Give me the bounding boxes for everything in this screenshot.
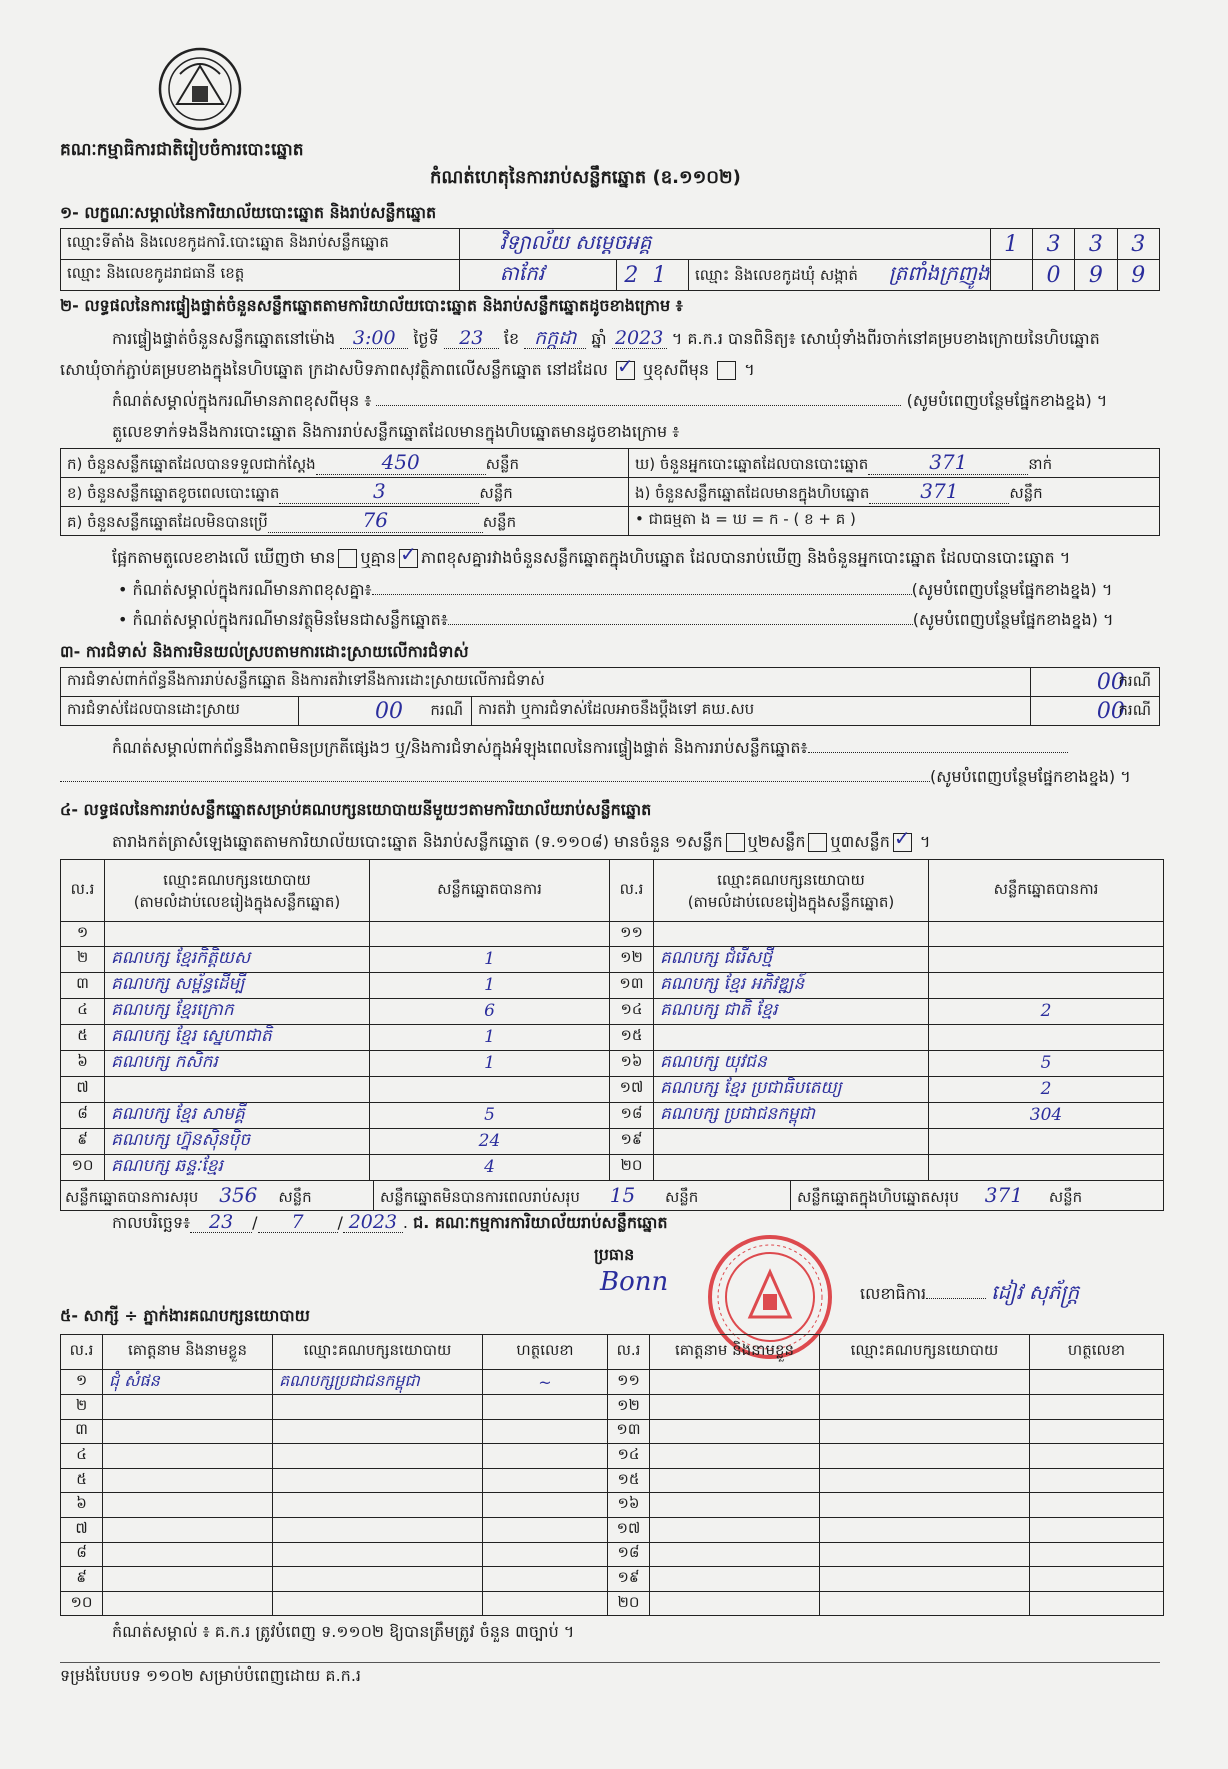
unused-row: គ) ចំនួនសន្លឹកឆ្នោតដែលមិនបានប្រើ 76 សន្លឹក — [61, 507, 629, 536]
witness-name — [103, 1395, 273, 1420]
result-row — [61, 922, 1164, 947]
one-sheet-checkbox[interactable] — [726, 833, 745, 852]
witness-name — [103, 1468, 273, 1493]
witness-signature — [1030, 1567, 1164, 1592]
month-value: កក្កដា — [524, 328, 586, 349]
has-discrepancy-checkbox[interactable] — [338, 549, 357, 568]
party-votes: 304 — [929, 1102, 1164, 1128]
witness-name — [103, 1517, 273, 1542]
witness-name — [650, 1542, 820, 1567]
party-name — [654, 1154, 929, 1180]
party-votes — [929, 1128, 1164, 1154]
col-party: ឈ្មោះគណបក្សនយោបាយ (តាមលំដាប់លេខរៀងក្នុងសន្លឹកឆ្នោត) — [105, 860, 370, 922]
row-number: ១៥ — [610, 1024, 654, 1050]
unused-value: 76 — [268, 508, 483, 533]
witness-party — [820, 1517, 1030, 1542]
row-number: ១២ — [610, 946, 654, 972]
commune-cell — [688, 260, 990, 291]
witness-row — [61, 1444, 1164, 1469]
party-votes — [929, 946, 1164, 972]
month-label: ខែ — [503, 329, 520, 348]
row-number: ១៤ — [610, 998, 654, 1024]
witness-party — [273, 1444, 483, 1469]
witness-name — [103, 1419, 273, 1444]
foreign-object-note-line: • កំណត់សម្គាល់ក្នុងករណីមានវត្ថុមិនមែនជាសន្លឹកឆ្នោត៖ (សូមបំពេញបន្ថែមផ្នែកខាងខ្នង) ។ — [118, 610, 1114, 629]
received-value: 450 — [316, 450, 486, 475]
witness-signature — [483, 1444, 608, 1469]
witness-number: ១៦ — [608, 1493, 650, 1518]
witness-signature — [483, 1567, 608, 1592]
witness-name — [650, 1493, 820, 1518]
party-name: គណបក្ស ហ្វ៊ុនស៊ិនប៉ិច — [105, 1128, 370, 1154]
party-name: គណបក្ស ខ្មែរ ប្រជាធិបតេយ្យ — [654, 1076, 929, 1102]
witness-party — [273, 1395, 483, 1420]
witness-signature — [1030, 1591, 1164, 1616]
witness-party — [273, 1493, 483, 1518]
witness-name — [650, 1468, 820, 1493]
secretary-signature: ដៀវ សុភ័ក្ត្រ — [991, 1280, 1080, 1304]
witness-row — [61, 1517, 1164, 1542]
commune-code-2: 9 — [1075, 260, 1117, 291]
resolved-cell: 00 ករណី — [299, 697, 472, 726]
verification-line-1 — [112, 328, 1100, 349]
party-name — [654, 1024, 929, 1050]
witness-signature — [483, 1395, 608, 1420]
unchanged-checkbox[interactable] — [616, 361, 635, 380]
party-votes: 2 — [929, 998, 1164, 1024]
party-name: គណបក្ស ខ្មែរ អភិវឌ្ឍន៍ — [654, 972, 929, 998]
col-votes: សន្លឹកឆ្នោតបានការ — [929, 860, 1164, 922]
witness-signature — [483, 1591, 608, 1616]
witness-party — [820, 1542, 1030, 1567]
witness-name — [103, 1567, 273, 1592]
party-votes: 2 — [929, 1076, 1164, 1102]
date-month: 7 — [258, 1212, 338, 1233]
party-votes: 1 — [370, 972, 610, 998]
witness-name — [103, 1542, 273, 1567]
witness-signature — [1030, 1395, 1164, 1420]
result-row — [61, 998, 1164, 1024]
result-row — [61, 946, 1164, 972]
chair-label: ប្រធាន — [594, 1245, 635, 1264]
witness-row — [61, 1395, 1164, 1420]
counts-intro: តួលេខទាក់ទងនឹងការបោះឆ្នោត និងការរាប់សន្លឹកឆ្នោតដែលមានក្នុងហិបឆ្នោតមានដូចខាងក្រោម ៖ — [112, 422, 680, 441]
witness-row — [61, 1591, 1164, 1616]
seal-status-text: សោឃុំចាក់ភ្ជាប់គម្របខាងក្នុងនៃហិបឆ្នោត ក្រដាសបិទភាពសុវត្ថិភាពលើសន្លឹកឆ្នោត នៅដដែល — [60, 360, 608, 379]
total-valid-value: 356 — [198, 1181, 278, 1211]
witness-signature — [1030, 1370, 1164, 1395]
complaints-label: ការជំទាស់ពាក់ព័ន្ធនឹងការរាប់សន្លឹកឆ្នោត និងការតវ៉ាទៅនឹងការដោះស្រាយលើការជំទាស់ — [61, 668, 1031, 697]
discrepancy-line: ផ្អែកតាមតួលេខខាងលើ ឃើញថា មាន ឬគ្មាន✓ ភាពខុសគ្នារវាងចំនួនសន្លឹកឆ្នោតក្នុងហិបឆ្នោត ដែលបានរាប់ឃើញ និងចំនួនអ្នកបោះឆ្នោត ដែលបានបោះឆ្នោត ។ — [112, 548, 1070, 568]
discrepancy-note-label: • កំណត់សម្គាល់ក្នុងករណីមានភាពខុសគ្នា៖ — [118, 580, 372, 599]
party-votes: 24 — [370, 1128, 610, 1154]
secretary-line: លេខាធិការ ដៀវ សុភ័ក្ត្រ — [860, 1280, 1080, 1304]
col-party: ឈ្មោះគណបក្សនយោបាយ (តាមលំដាប់លេខរៀងក្នុងសន្លឹកឆ្នោត) — [654, 860, 929, 922]
witness-party — [273, 1567, 483, 1592]
party-votes: 4 — [370, 1154, 610, 1180]
witness-table — [60, 1334, 1164, 1616]
party-name: គណបក្ស ជំរើសថ្មី — [654, 946, 929, 972]
voters-value: 371 — [868, 450, 1028, 475]
witness-name — [103, 1591, 273, 1616]
totals-row: សន្លឹកឆ្នោតបានការសរុប 356 សន្លឹក សន្លឹកឆ្នោតមិនបានការពេលរាប់សរុប 15 សន្លឹក សន្លឹកឆ្នោតក្នុងហិបឆ្នោតសរុប 371 សន្លឹក — [61, 1180, 1164, 1210]
witness-name — [103, 1493, 273, 1518]
changed-label: ឬខុសពីមុន — [643, 360, 710, 379]
verification-text: ។ គ.ក.រ បានពិនិត្យ៖ សោឃុំទាំងពីរចាក់នៅគម្របខាងក្រោយនៃហិបឆ្នោត — [671, 329, 1100, 348]
two-sheets-checkbox[interactable] — [808, 833, 827, 852]
province-code: 21 — [616, 260, 688, 291]
witness-row — [61, 1370, 1164, 1395]
three-sheets-checkbox[interactable] — [893, 833, 912, 852]
party-name — [105, 922, 370, 947]
spoiled-value: 3 — [279, 479, 479, 504]
changed-checkbox[interactable] — [717, 361, 736, 380]
witness-signature — [483, 1517, 608, 1542]
party-votes — [370, 922, 610, 947]
commission-label: ជ. គណៈកម្មការការិយាល័យរាប់សន្លឹកឆ្នោត — [413, 1213, 668, 1232]
province-label: ឈ្មោះ និងលេខកូដរាជធានី ខេត្ត — [61, 260, 460, 291]
resolved-label: ការជំទាស់ដែលបានដោះស្រាយ — [61, 697, 299, 726]
witness-row — [61, 1567, 1164, 1592]
formula: • ជាធម្មតា ង = ឃ = ក - ( ខ + គ ) — [629, 507, 1160, 536]
witness-name — [650, 1419, 820, 1444]
difference-note-label: កំណត់សម្គាល់ក្នុងករណីមានភាពខុសពីមុន ៖ — [112, 391, 372, 410]
commune-code-1: 0 — [1032, 260, 1074, 291]
witness-number: ១ — [61, 1370, 103, 1395]
party-name: គណបក្ស សម្ព័ន្ធដើម្បី — [105, 972, 370, 998]
row-number: ១៧ — [610, 1076, 654, 1102]
date-line: កាលបរិច្ឆេទ៖ 23 / 7 / 2023 . ជ. គណៈកម្មការការិយាល័យរាប់សន្លឹកឆ្នោត — [112, 1211, 668, 1233]
section2-heading: ២- លទ្ធផលនៃការផ្ទៀងផ្ទាត់ចំនួនសន្លឹកឆ្នោតតាមការិយាល័យបោះឆ្នោត និងរាប់សន្លឹកឆ្នោតដូចខាងក្រោម ៖ — [60, 296, 683, 315]
irregularity-note: កំណត់សម្គាល់ពាក់ព័ន្ធនឹងភាពមិនប្រក្រតីផ្សេងៗ ឬ/និងការជំទាស់ក្នុងអំឡុងពេលនៃការផ្ទៀងផ្ទាត់ និងការរាប់សន្លឹកឆ្នោត៖ — [112, 738, 1068, 758]
commune-value: ត្រពាំងក្រញូង — [888, 261, 990, 285]
witness-party — [820, 1567, 1030, 1592]
row-number: ១៣ — [610, 972, 654, 998]
party-name: គណបក្ស ឆន្ទៈខ្មែរ — [105, 1154, 370, 1180]
party-name: គណបក្ស ខ្មែរ សាមគ្គី — [105, 1102, 370, 1128]
witness-signature — [1030, 1444, 1164, 1469]
row-number: ១១ — [610, 922, 654, 947]
party-name: គណបក្ស ជាតិ ខ្មែរ — [654, 998, 929, 1024]
party-votes: 6 — [370, 998, 610, 1024]
witness-number: ១១ — [608, 1370, 650, 1395]
witness-number: ៧ — [61, 1517, 103, 1542]
witness-party — [820, 1468, 1030, 1493]
party-votes: 1 — [370, 1050, 610, 1076]
time-label: ការផ្ទៀងផ្ទាត់ចំនួនសន្លឹកឆ្នោតនៅម៉ោង — [112, 329, 336, 348]
difference-note-hint: (សូមបំពេញបន្ថែមផ្នែកខាងខ្នង) ។ — [906, 391, 1108, 410]
party-name: គណបក្ស ខ្មែរកិត្តិយស — [105, 946, 370, 972]
row-number: ១ — [61, 922, 105, 947]
chair-signature: Bonn — [600, 1267, 669, 1297]
witness-row — [61, 1493, 1164, 1518]
location-code-1: 1 — [990, 229, 1032, 260]
party-votes: 5 — [929, 1050, 1164, 1076]
witness-number: ១៩ — [608, 1567, 650, 1592]
witness-number: ៣ — [61, 1419, 103, 1444]
result-row — [61, 1076, 1164, 1102]
party-name: គណបក្ស ខ្មែរ ស្នេហាជាតិ — [105, 1024, 370, 1050]
counts-table — [60, 448, 1160, 536]
witness-name — [650, 1567, 820, 1592]
complaints-value: 00 — [1096, 669, 1125, 695]
row-number: ១៦ — [610, 1050, 654, 1076]
witness-col-name: គោត្តនាម និងនាមខ្លួន — [650, 1335, 820, 1370]
witness-number: ៨ — [61, 1542, 103, 1567]
witness-row — [61, 1468, 1164, 1493]
row-number: ៧ — [61, 1076, 105, 1102]
col-no: ល.រ — [61, 860, 105, 922]
party-name: គណបក្ស កសិករ — [105, 1050, 370, 1076]
witness-party — [820, 1395, 1030, 1420]
date-day: 23 — [190, 1212, 252, 1233]
year-value: 2023 — [612, 328, 667, 349]
witness-number: ២០ — [608, 1591, 650, 1616]
witness-party: គណបក្សប្រជាជនកម្ពុជា — [273, 1370, 483, 1395]
resolved-value: 00 — [375, 698, 403, 724]
party-name: គណបក្ស ប្រជាជនកម្ពុជា — [654, 1102, 929, 1128]
location-code-3: 3 — [1075, 229, 1117, 260]
section1-table — [60, 228, 1160, 291]
result-row — [61, 1154, 1164, 1180]
witness-col-sign: ហត្ថលេខា — [483, 1335, 608, 1370]
witness-name — [650, 1370, 820, 1395]
witness-signature: ~ — [483, 1370, 608, 1395]
voters-row: ឃ) ចំនួនអ្នកបោះឆ្នោតដែលបានបោះឆ្នោត 371 នាក់ — [629, 449, 1160, 478]
appeal-cell: 00 ករណី — [1030, 697, 1159, 726]
witness-name — [650, 1591, 820, 1616]
party-name — [105, 1076, 370, 1102]
authority-name: គណៈកម្មាធិការជាតិរៀបចំការបោះឆ្នោត — [60, 140, 304, 160]
witness-col-no: ល.រ — [61, 1335, 103, 1370]
witness-signature — [1030, 1419, 1164, 1444]
result-row — [61, 972, 1164, 998]
witness-number: ១៨ — [608, 1542, 650, 1567]
section5-heading: ៥- សាក្សី ÷ ភ្នាក់ងារគណបក្សនយោបាយ — [60, 1306, 310, 1325]
day-label: ថ្ងៃទី — [413, 329, 439, 348]
complaints-cell: 00 ករណី — [1030, 668, 1159, 697]
witness-signature — [1030, 1493, 1164, 1518]
party-name — [654, 922, 929, 947]
party-votes: 1 — [370, 946, 610, 972]
witness-name — [650, 1517, 820, 1542]
result-row — [61, 1024, 1164, 1050]
witness-signature — [483, 1493, 608, 1518]
date-year: 2023 — [343, 1212, 403, 1233]
row-number: ៣ — [61, 972, 105, 998]
footnote: កំណត់សម្គាល់ ៖ គ.ក.រ ត្រូវបំពេញ ទ.១១០២ ឱ្យបានត្រឹមត្រូវ ចំនួន ៣ច្បាប់ ។ — [112, 1622, 575, 1641]
witness-col-party: ឈ្មោះគណបក្សនយោបាយ — [273, 1335, 483, 1370]
total-invalid-value: 15 — [580, 1181, 665, 1211]
location-label: ឈ្មោះទីតាំង និងលេខកូដការិ.បោះឆ្នោត និងរាប់សន្លឹកឆ្នោត — [61, 229, 460, 260]
col-votes: សន្លឹកឆ្នោតបានការ — [370, 860, 610, 922]
nec-emblem-icon — [155, 44, 245, 134]
witness-number: ១៧ — [608, 1517, 650, 1542]
witness-party — [820, 1419, 1030, 1444]
province-value: តាកែវ — [459, 260, 616, 291]
witness-number: ២ — [61, 1395, 103, 1420]
form-footer: ទម្រង់បែបបទ ១១០២ សម្រាប់បំពេញដោយ គ.ក.រ — [60, 1666, 361, 1685]
row-number: ៨ — [61, 1102, 105, 1128]
row-number: ៥ — [61, 1024, 105, 1050]
witness-party — [820, 1370, 1030, 1395]
witness-row — [61, 1419, 1164, 1444]
witness-col-party: ឈ្មោះគណបក្សនយោបាយ — [820, 1335, 1030, 1370]
appeal-label: ការតវ៉ា ឬការជំទាស់ដែលអាចនឹងប្តឹងទៅ គឃ.សប — [472, 697, 1031, 726]
witness-signature — [483, 1419, 608, 1444]
commune-label: ឈ្មោះ និងលេខកូដឃុំ សង្កាត់ — [694, 266, 858, 284]
party-name — [654, 1128, 929, 1154]
location-code-2: 3 — [1032, 229, 1074, 260]
row-number: ១៨ — [610, 1102, 654, 1128]
witness-signature — [1030, 1542, 1164, 1567]
witness-col-no: ល.រ — [608, 1335, 650, 1370]
complaints-table — [60, 667, 1160, 726]
row-number: ២០ — [610, 1154, 654, 1180]
witness-party — [820, 1493, 1030, 1518]
appeal-value: 00 — [1096, 698, 1125, 724]
location-value: វិទ្យាល័យ សម្តេចអគ្គ — [459, 229, 990, 260]
witness-number: ៦ — [61, 1493, 103, 1518]
foreign-object-note-label: • កំណត់សម្គាល់ក្នុងករណីមានវត្ថុមិនមែនជាសន្លឹកឆ្នោត៖ — [118, 610, 448, 629]
row-number: ៤ — [61, 998, 105, 1024]
section4-heading: ៤- លទ្ធផលនៃការរាប់សន្លឹកឆ្នោតសម្រាប់គណបក្សនយោបាយនីមួយៗតាមការិយាល័យរាប់សន្លឹកឆ្នោត — [60, 800, 652, 819]
witness-number: ១០ — [61, 1591, 103, 1616]
party-votes — [929, 1154, 1164, 1180]
in-box-value: 371 — [869, 479, 1009, 504]
row-number: ៩ — [61, 1128, 105, 1154]
difference-note-line — [112, 391, 1107, 411]
witness-row — [61, 1542, 1164, 1567]
tally-sheet-line: តារាងកត់ត្រាសំឡេងឆ្នោតតាមការិយាល័យបោះឆ្នោត និងរាប់សន្លឹកឆ្នោត (ទ.១១០៨) មានចំនួន ១សន្លឹក ឬ២សន្លឹក ឬ៣សន្លឹក✓ ។ — [112, 832, 930, 852]
witness-col-name: គោត្តនាម និងនាមខ្លួន — [103, 1335, 273, 1370]
irregularity-note-cont: (សូមបំពេញបន្ថែមផ្នែកខាងខ្នង) ។ — [60, 767, 1131, 787]
party-votes — [929, 1024, 1164, 1050]
year-label: ឆ្នាំ — [591, 329, 607, 348]
witness-party — [273, 1468, 483, 1493]
row-number: ៦ — [61, 1050, 105, 1076]
received-row: ក) ចំនួនសន្លឹកឆ្នោតដែលបានទទួលជាក់ស្តែង 450 សន្លឹក — [61, 449, 629, 478]
witness-party — [820, 1591, 1030, 1616]
witness-party — [273, 1591, 483, 1616]
witness-signature — [1030, 1517, 1164, 1542]
witness-signature — [483, 1468, 608, 1493]
party-name: គណបក្ស ខ្មែរក្រោក — [105, 998, 370, 1024]
witness-number: ១៣ — [608, 1419, 650, 1444]
col-no: ល.រ — [610, 860, 654, 922]
witness-number: ១២ — [608, 1395, 650, 1420]
result-row — [61, 1102, 1164, 1128]
section3-heading: ៣- ការជំទាស់ និងការមិនយល់ស្របតាមការដោះស្រាយលើការជំទាស់ — [60, 642, 469, 661]
party-votes — [370, 1076, 610, 1102]
day-value: 23 — [444, 328, 499, 349]
witness-name — [103, 1444, 273, 1469]
witness-signature — [1030, 1468, 1164, 1493]
witness-number: ៩ — [61, 1567, 103, 1592]
party-votes — [929, 972, 1164, 998]
verification-line-2: សោឃុំចាក់ភ្ជាប់គម្របខាងក្នុងនៃហិបឆ្នោត ក្រដាសបិទភាពសុវត្ថិភាពលើសន្លឹកឆ្នោត នៅដដែល ✓ ឬខុសពីមុន ។ — [60, 360, 755, 380]
party-name: គណបក្ស យុវជន — [654, 1050, 929, 1076]
row-number: ២ — [61, 946, 105, 972]
discrepancy-note-line: • កំណត់សម្គាល់ក្នុងករណីមានភាពខុសគ្នា៖ (សូមបំពេញបន្ថែមផ្នែកខាងខ្នង) ។ — [118, 580, 1113, 599]
spoiled-row: ខ) ចំនួនសន្លឹកឆ្នោតខូចពេលបោះឆ្នោត 3 សន្លឹក — [61, 478, 629, 507]
no-discrepancy-checkbox[interactable] — [399, 549, 418, 568]
section1-heading: ១- លក្ខណៈសម្គាល់នៃការិយាល័យបោះឆ្នោត និងរាប់សន្លឹកឆ្នោត — [60, 203, 437, 222]
time-value: 3:00 — [340, 328, 408, 349]
results-table — [60, 859, 1164, 1211]
witness-name — [650, 1395, 820, 1420]
witness-number: ១៥ — [608, 1468, 650, 1493]
result-row — [61, 1050, 1164, 1076]
witness-number: ១៤ — [608, 1444, 650, 1469]
location-code-4: 3 — [1117, 229, 1159, 260]
witness-party — [273, 1542, 483, 1567]
witness-name: ជុំ សំផន — [103, 1370, 273, 1395]
row-number: ១០ — [61, 1154, 105, 1180]
witness-number: ៤ — [61, 1444, 103, 1469]
party-votes: 5 — [370, 1102, 610, 1128]
party-votes — [929, 922, 1164, 947]
commune-code-3: 9 — [1117, 260, 1159, 291]
witness-col-sign: ហត្ថលេខា — [1030, 1335, 1164, 1370]
form-title: កំណត់ហេតុនៃការរាប់សន្លឹកឆ្នោត (ឧ.១១០២) — [430, 167, 741, 188]
witness-signature — [483, 1542, 608, 1567]
witness-number: ៥ — [61, 1468, 103, 1493]
in-box-row: ង) ចំនួនសន្លឹកឆ្នោតដែលមានក្នុងហិបឆ្នោត 371 សន្លឹក — [629, 478, 1160, 507]
witness-party — [273, 1517, 483, 1542]
total-box-value: 371 — [959, 1181, 1049, 1211]
result-row — [61, 1128, 1164, 1154]
party-votes: 1 — [370, 1024, 610, 1050]
witness-name — [650, 1444, 820, 1469]
row-number: ១៩ — [610, 1128, 654, 1154]
witness-party — [273, 1419, 483, 1444]
witness-party — [820, 1444, 1030, 1469]
